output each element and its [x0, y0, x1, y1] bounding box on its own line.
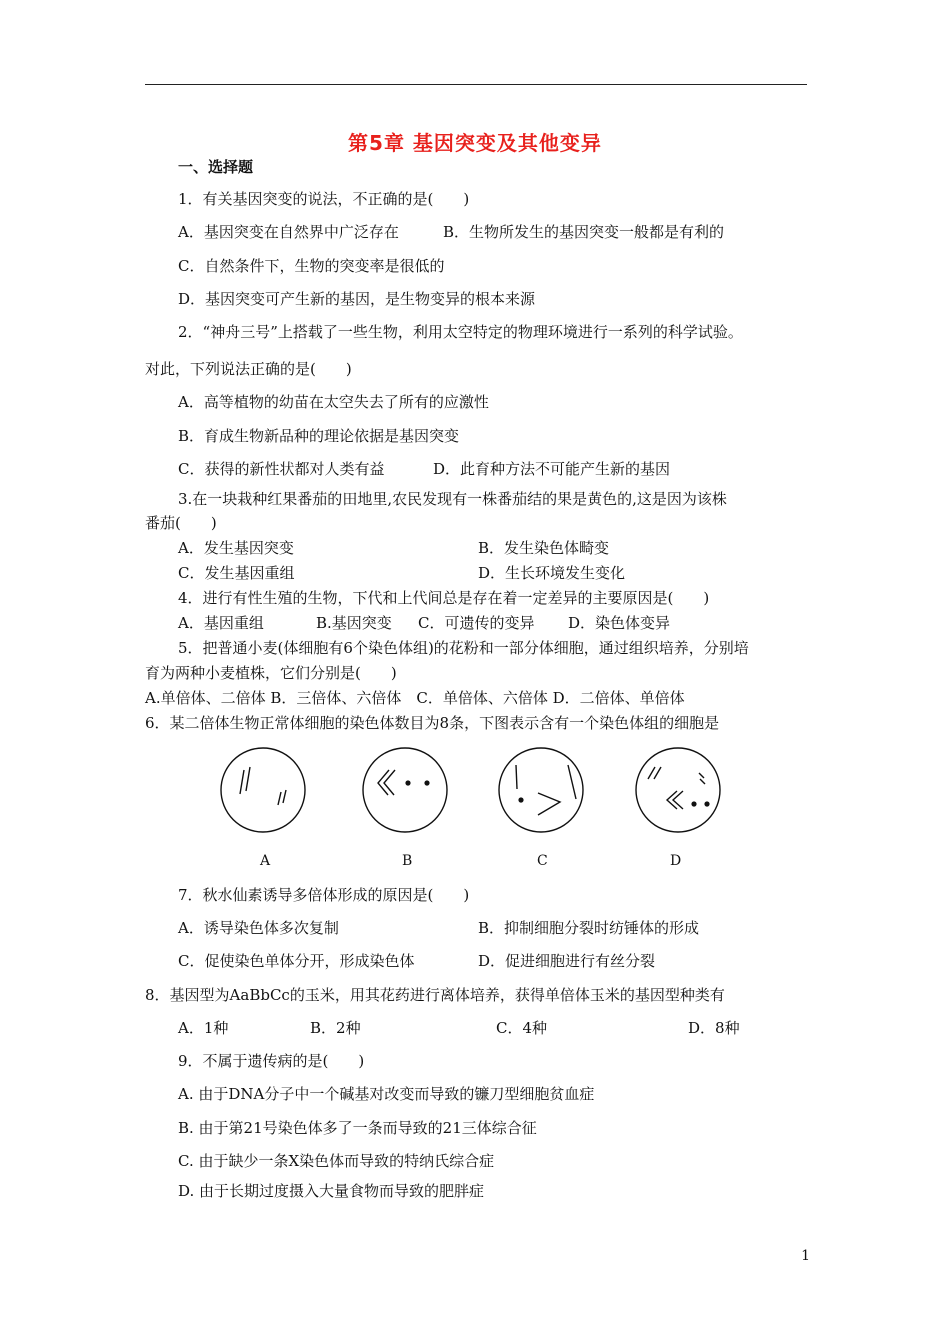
- q4-option-b: B.基因突变: [316, 614, 392, 632]
- q2-stem-line2: 对此，下列说法正确的是( ): [145, 360, 352, 378]
- q3-stem-line1: 3.在一块栽种红果番茄的田地里,农民发现有一株番茄结的果是黄色的,这是因为该株: [178, 490, 727, 508]
- q5-options: A.单倍体、二倍体 B．三倍体、六倍体 C．单倍体、六倍体 D．二倍体、单倍体: [145, 689, 685, 707]
- q1-option-b: B．生物所发生的基因突变一般都是有利的: [443, 223, 725, 241]
- page-number: 1: [801, 1248, 810, 1264]
- q9-stem: 9．不属于遗传病的是( ): [178, 1052, 365, 1070]
- q2-option-c: C．获得的新性状都对人类有益: [178, 460, 385, 478]
- q3-options-row1: [178, 538, 818, 558]
- q3-options-row2: [178, 563, 818, 583]
- q1-option-d: D．基因突变可产生新的基因，是生物变异的根本来源: [178, 290, 536, 308]
- q2-option-b: B．育成生物新品种的理论依据是基因突变: [178, 427, 460, 445]
- q2-option-a: A．高等植物的幼苗在太空失去了所有的应激性: [178, 393, 489, 411]
- q8-options-row: [178, 1018, 818, 1038]
- q3-stem-line2: 番茄( ): [145, 514, 217, 532]
- q3-option-d: D．生长环境发生变化: [478, 564, 626, 582]
- cell-c: [499, 748, 583, 832]
- q6-label-b: B: [402, 853, 413, 869]
- q3-option-a: A．发生基因突变: [178, 539, 294, 557]
- q2-options-row: [178, 459, 818, 479]
- q8-option-a: A．1种: [178, 1019, 229, 1037]
- q6-label-a: A: [260, 853, 271, 869]
- q7-option-c: C．促使染色单体分开，形成染色体: [178, 952, 415, 970]
- q5-stem-line1: 5．把普通小麦(体细胞有6个染色体组)的花粉和一部分体细胞，通过组织培养，分别培: [178, 639, 749, 657]
- q9-option-c: C. 由于缺少一条X染色体而导致的特纳氏综合症: [178, 1152, 495, 1170]
- cell-a: [221, 748, 305, 832]
- q1-option-c: C．自然条件下，生物的突变率是很低的: [178, 257, 445, 275]
- q3-option-b: B．发生染色体畸变: [478, 539, 610, 557]
- q6-label-c: C: [537, 853, 548, 869]
- q7-option-a: A．诱导染色体多次复制: [178, 919, 339, 937]
- q8-stem: 8．基因型为AaBbCc的玉米，用其花药进行离体培养，获得单倍体玉米的基因型种类有: [145, 986, 725, 1004]
- q2-stem-line1: 2．“神舟三号”上搭载了一些生物，利用太空特定的物理环境进行一系列的科学试验。: [178, 323, 743, 341]
- q7-option-b: B．抑制细胞分裂时纺锤体的形成: [478, 919, 700, 937]
- q4-option-c: C．可遗传的变异: [418, 614, 535, 632]
- q4-options-row: [178, 613, 818, 633]
- q4-option-a: A．基因重组: [178, 614, 264, 632]
- section-heading: 一、选择题: [178, 158, 254, 176]
- q1-option-a: A．基因突变在自然界中广泛存在: [178, 223, 399, 241]
- q9-option-b: B. 由于第21号染色体多了一条而导致的21三体综合征: [178, 1119, 537, 1137]
- q7-stem: 7．秋水仙素诱导多倍体形成的原因是( ): [178, 886, 470, 904]
- header-rule: [145, 84, 807, 85]
- q1-stem: 1．有关基因突变的说法，不正确的是( ): [178, 190, 470, 208]
- q6-cell-diagrams: [215, 745, 735, 835]
- q9-option-a: A. 由于DNA分子中一个碱基对改变而导致的镰刀型细胞贫血症: [178, 1085, 595, 1103]
- page-title: 第5章 基因突变及其他变异: [348, 131, 602, 155]
- q5-stem-line2: 育为两种小麦植株，它们分别是( ): [145, 664, 397, 682]
- q3-option-c: C．发生基因重组: [178, 564, 295, 582]
- q7-options-row1: [178, 918, 818, 938]
- q4-stem: 4．进行有性生殖的生物，下代和上代间总是存在着一定差异的主要原因是( ): [178, 589, 710, 607]
- q2-option-d: D．此育种方法不可能产生新的基因: [433, 460, 671, 478]
- q7-option-d: D．促进细胞进行有丝分裂: [478, 952, 656, 970]
- cell-d: [636, 748, 720, 832]
- q9-option-d: D. 由于长期过度摄入大量食物而导致的肥胖症: [178, 1182, 485, 1200]
- q6-stem: 6．某二倍体生物正常体细胞的染色体数目为8条，下图表示含有一个染色体组的细胞是: [145, 714, 720, 732]
- q8-option-b: B．2种: [310, 1019, 361, 1037]
- q7-options-row2: [178, 951, 818, 971]
- q8-option-c: C．4种: [496, 1019, 548, 1037]
- q6-label-d: D: [670, 853, 682, 869]
- cell-b: [363, 748, 447, 832]
- q8-option-d: D．8种: [688, 1019, 740, 1037]
- q1-options-row1: [178, 222, 818, 242]
- q4-option-d: D．染色体变异: [568, 614, 671, 632]
